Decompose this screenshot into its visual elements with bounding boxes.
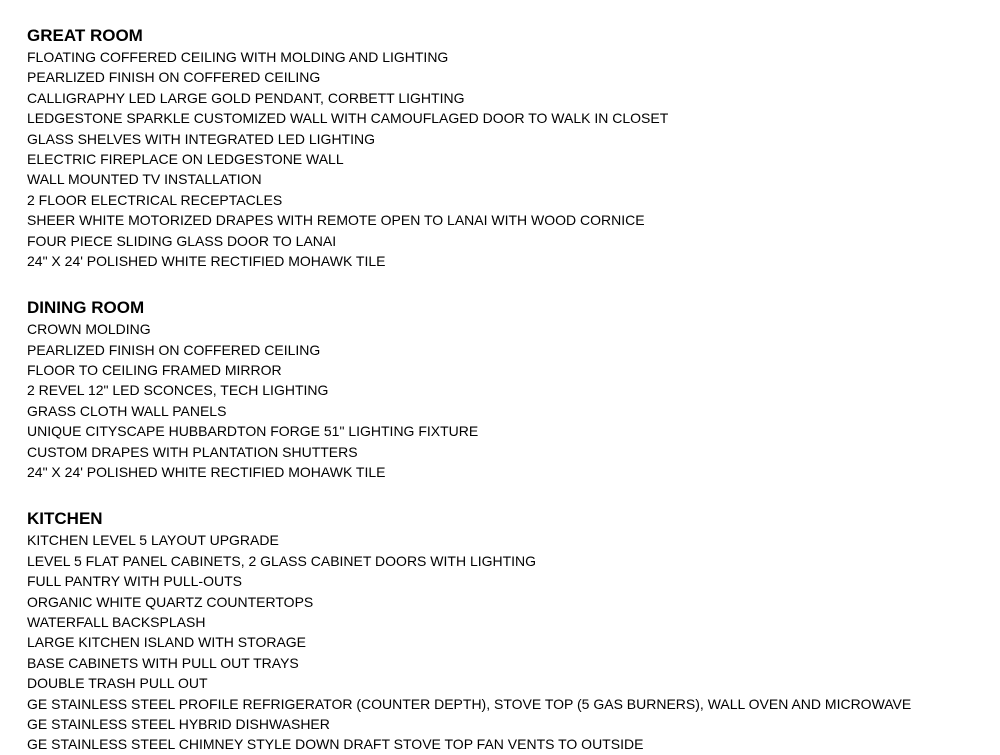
list-item: GE STAINLESS STEEL HYBRID DISHWASHER — [27, 715, 330, 732]
list-item: 2 FLOOR ELECTRICAL RECEPTACLES — [27, 191, 283, 208]
list-item: DOUBLE TRASH PULL OUT — [27, 675, 208, 692]
section-title-kitchen: KITCHEN — [27, 509, 103, 529]
list-item: 24" X 24' POLISHED WHITE RECTIFIED MOHAWK TILE — [27, 252, 386, 269]
list-item: GLASS SHELVES WITH INTEGRATED LED LIGHTING — [27, 130, 375, 147]
list-item: ELECTRIC FIREPLACE ON LEDGESTONE WALL — [27, 150, 344, 167]
section-spacer — [27, 482, 987, 508]
document-page — [27, 25, 987, 755]
section-title-dining-room: DINING ROOM — [27, 298, 145, 318]
list-item: LARGE KITCHEN ISLAND WITH STORAGE — [27, 634, 307, 651]
section-spacer — [27, 271, 987, 297]
list-item: SHEER WHITE MOTORIZED DRAPES WITH REMOTE OPEN TO LANAI WITH WOOD CORNICE — [27, 212, 645, 229]
list-item: FOUR PIECE SLIDING GLASS DOOR TO LANAI — [27, 232, 337, 249]
section-title-great-room: GREAT ROOM — [27, 26, 143, 45]
section-kitchen — [27, 508, 987, 754]
section-dining-room — [27, 297, 987, 482]
list-item: LEDGESTONE SPARKLE CUSTOMIZED WALL WITH CAMOUFLAGED DOOR TO WALK IN CLOSET — [27, 110, 669, 127]
list-item: ORGANIC WHITE QUARTZ COUNTERTOPS — [27, 593, 314, 610]
list-item: GE STAINLESS STEEL PROFILE REFRIGERATOR (COUNTER DEPTH), STOVE TOP (5 GAS BURNERS), WALL OVEN AND MICROWAVE — [27, 695, 912, 712]
section-great-room — [27, 25, 987, 271]
list-item: LEVEL 5 FLAT PANEL CABINETS, 2 GLASS CABINET DOORS WITH LIGHTING — [27, 552, 537, 569]
list-item: 24" X 24' POLISHED WHITE RECTIFIED MOHAWK TILE — [27, 464, 386, 481]
list-item: 2 REVEL 12" LED SCONCES, TECH LIGHTING — [27, 382, 329, 399]
list-item: PEARLIZED FINISH ON COFFERED CEILING — [27, 69, 321, 86]
list-item: FULL PANTRY WITH PULL-OUTS — [27, 573, 242, 590]
list-item: WALL MOUNTED TV INSTALLATION — [27, 171, 262, 188]
list-item: PEARLIZED FINISH ON COFFERED CEILING — [27, 341, 321, 358]
list-item: CUSTOM DRAPES WITH PLANTATION SHUTTERS — [27, 443, 358, 460]
list-item: CALLIGRAPHY LED LARGE GOLD PENDANT, CORBETT LIGHTING — [27, 89, 465, 106]
list-item: GRASS CLOTH WALL PANELS — [27, 402, 227, 419]
list-item: WATERFALL BACKSPLASH — [27, 613, 206, 630]
list-item: FLOOR TO CEILING FRAMED MIRROR — [27, 362, 282, 379]
list-item: GE STAINLESS STEEL CHIMNEY STYLE DOWN DRAFT STOVE TOP FAN VENTS TO OUTSIDE — [27, 736, 644, 753]
list-item: BASE CABINETS WITH PULL OUT TRAYS — [27, 654, 299, 671]
list-item: FLOATING COFFERED CEILING WITH MOLDING AND LIGHTING — [27, 49, 449, 65]
list-item: UNIQUE CITYSCAPE HUBBARDTON FORGE 51" LIGHTING FIXTURE — [27, 423, 479, 440]
list-item: KITCHEN LEVEL 5 LAYOUT UPGRADE — [27, 532, 279, 549]
list-item: CROWN MOLDING — [27, 321, 151, 338]
